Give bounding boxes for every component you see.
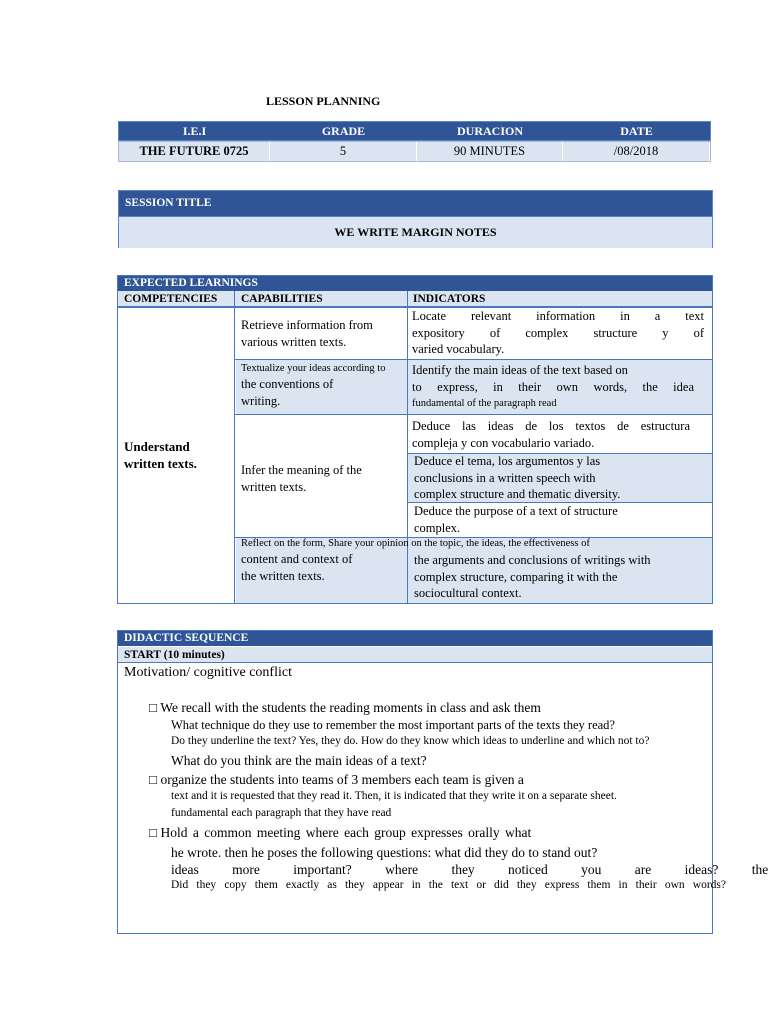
session-title-label: SESSION TITLE [119,191,712,216]
indicator-line: to express, in their own words, the idea [412,380,694,394]
grid-line [235,359,712,360]
indicator-line: Deduce el tema, los argumentos y las [414,454,601,468]
value-cell-grade: 5 [270,142,417,161]
indicator-line: Deduce las ideas de los textos de estructura [412,419,690,433]
capability-cell [241,462,362,495]
indicator-cell [412,308,704,358]
capability-line: written texts. [241,479,307,494]
capability-line: Retrieve information from [241,318,373,332]
capability-line: content and context of [241,552,353,566]
didactic-sequence-label: DIDACTIC SEQUENCE [118,631,712,646]
sequence-line: What do you think are the main ideas of a text? [171,753,427,768]
indicator-line: conclusions in a written speech with [414,470,596,485]
indicator-line: complex structure, comparing it with the [414,569,618,584]
header-cell-date: DATE [620,124,653,138]
indicator-cell [414,552,651,602]
indicator-line: complex. [414,520,461,535]
indicator-line: Deduce the purpose of a text of structure [414,504,618,518]
capability-line: Textualize your ideas according to [241,363,386,374]
indicator-line: Identify the main ideas of the text based on [412,363,628,377]
sequence-item [149,700,541,716]
sequence-item [149,825,531,841]
sequence-line: Did they copy them exactly as they appear in the text or did they express them in their own words? [171,879,726,891]
sequence-line: fundamental each paragraph that they have read [171,807,392,819]
motivation-heading: Motivation/ cognitive conflict [124,665,292,680]
sequence-line: Do they underline the text? Yes, they do. How do they know which ideas to underline and which not to? [171,735,650,747]
indicator-line: the arguments and conclusions of writings with [414,553,651,567]
didactic-sequence-box [117,630,768,934]
indicator-line: expository of complex structure y of [412,325,704,340]
value-cell-duracion: 90 MINUTES [417,142,563,161]
indicator-cell [414,503,618,536]
sequence-item-head: We recall with the students the reading moments in class and ask them [160,700,541,715]
capability-cell [241,317,373,350]
indicator-cell [412,362,664,379]
value-cell-date: /08/2018 [563,142,710,161]
checkbox-bullet-icon: □ [149,772,158,787]
indicator-line: Locate relevant information in a text [412,309,704,323]
checkbox-bullet-icon: □ [149,700,158,715]
session-title-text: WE WRITE MARGIN NOTES [119,216,712,248]
sequence-line: he wrote. then he poses the following questions: what did they do to stand out? [171,845,598,860]
sequence-line: What technique do they use to remember the most important parts of the texts they read? [171,718,615,732]
session-title-box [118,190,713,248]
expected-learnings-table [117,275,713,604]
value-cell-iei: THE FUTURE 0725 [119,142,270,161]
competency-cell [124,439,197,472]
document-title: LESSON PLANNING [266,94,381,108]
capability-line: various written texts. [241,334,347,349]
indicator-line: complex structure and thematic diversity. [414,487,621,501]
capability-cell [241,361,385,409]
checkbox-bullet-icon: □ [149,825,158,840]
column-header-capabilities: CAPABILITIES [235,291,407,307]
header-cell-iei: I.E.I [182,124,207,138]
indicator-line: compleja y con vocabulario variado. [412,435,595,450]
start-label: START (10 minutes) [118,647,712,663]
indicator-cell [414,453,620,503]
indicator-line: varied vocabulary. [412,342,505,356]
sequence-item-head: organize the students into teams of 3 members each team is given a [160,772,524,787]
column-header-indicators: INDICATORS [407,291,712,307]
capability-line: Infer the meaning of the [241,463,362,477]
header-cell-grade: GRADE [321,124,366,138]
header-table-header-row [118,121,711,141]
sequence-line: text and it is requested that they read it. Then, it is indicated that they write it on a separate sheet. [171,790,617,802]
expected-learnings-label: EXPECTED LEARNINGS [118,276,712,291]
competency-line: written texts. [124,455,197,471]
capability-line: the conventions of [241,377,334,391]
capability-line: writing. [241,393,281,408]
capability-line: the written texts. [241,568,325,583]
grid-line [234,291,235,603]
indicator-cell [412,418,690,451]
column-header-competencies: COMPETENCIES [118,291,235,307]
sequence-line: ideas more important? where they noticed you are ideas? the [171,862,768,877]
header-cell-duracion: DURACION [457,124,523,138]
competency-line: Understand [124,439,190,454]
header-table [118,121,711,162]
indicator-cell [412,379,694,411]
capability-line: Reflect on the form, Share your opinion on the topic, the ideas, the effectiveness of [241,538,590,549]
indicator-line: fundamental of the paragraph read [412,397,557,409]
sequence-item [149,772,524,788]
sequence-item-head: Hold a common meeting where each group expresses orally what [160,825,532,840]
header-table-value-row [118,141,711,162]
indicator-line: sociocultural context. [414,586,522,600]
grid-line [235,414,712,415]
